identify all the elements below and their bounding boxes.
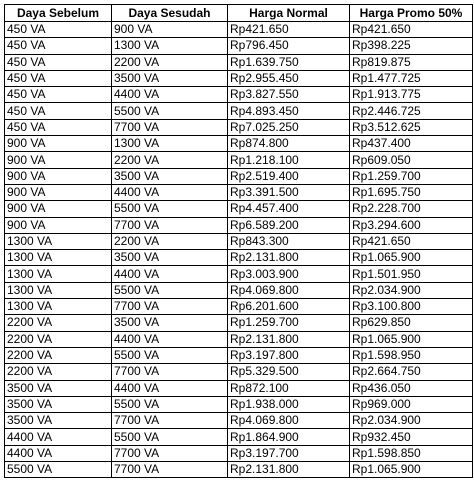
cell-harga-normal: Rp4.893.450 [228,103,350,119]
cell-daya-sebelum: 450 VA [5,54,112,70]
cell-daya-sebelum: 900 VA [5,152,112,168]
cell-harga-normal: Rp421.650 [228,22,350,38]
cell-harga-normal: Rp3.197.700 [228,445,350,461]
table-row [5,347,473,363]
table-row [5,250,473,266]
cell-harga-normal: Rp2.131.800 [228,462,350,478]
cell-daya-sesudah: 3500 VA [112,70,228,86]
cell-harga-promo: Rp421.650 [350,233,473,249]
cell-harga-normal: Rp1.639.750 [228,54,350,70]
cell-harga-promo: Rp421.650 [350,22,473,38]
table-row [5,136,473,152]
table-row [5,380,473,396]
cell-harga-normal: Rp3.003.900 [228,266,350,282]
table-row [5,331,473,347]
table-body [5,22,473,478]
table-row [5,299,473,315]
cell-daya-sebelum: 900 VA [5,168,112,184]
cell-daya-sebelum: 450 VA [5,70,112,86]
cell-daya-sebelum: 900 VA [5,136,112,152]
cell-daya-sebelum: 900 VA [5,217,112,233]
cell-harga-promo: Rp2.034.900 [350,413,473,429]
table-row [5,364,473,380]
cell-harga-promo: Rp2.228.700 [350,201,473,217]
cell-harga-promo: Rp3.100.800 [350,299,473,315]
cell-daya-sebelum: 450 VA [5,87,112,103]
header-harga-normal: Harga Normal [228,5,350,22]
table-row [5,413,473,429]
cell-daya-sebelum: 450 VA [5,119,112,135]
cell-daya-sebelum: 2200 VA [5,364,112,380]
cell-daya-sesudah: 5500 VA [112,103,228,119]
cell-harga-promo: Rp1.065.900 [350,462,473,478]
cell-harga-promo: Rp2.664.750 [350,364,473,380]
cell-harga-normal: Rp2.131.800 [228,331,350,347]
cell-harga-normal: Rp2.131.800 [228,250,350,266]
table-row [5,168,473,184]
cell-harga-promo: Rp1.259.700 [350,168,473,184]
cell-daya-sesudah: 900 VA [112,22,228,38]
cell-harga-promo: Rp398.225 [350,38,473,54]
table-row [5,282,473,298]
cell-harga-promo: Rp436.050 [350,380,473,396]
table-row [5,266,473,282]
cell-daya-sesudah: 7700 VA [112,462,228,478]
table-row [5,119,473,135]
cell-daya-sesudah: 5500 VA [112,429,228,445]
cell-harga-promo: Rp1.695.750 [350,184,473,200]
header-harga-promo: Harga Promo 50% [350,5,473,22]
header-daya-sebelum: Daya Sebelum [5,5,112,22]
cell-daya-sebelum: 4400 VA [5,429,112,445]
cell-daya-sebelum: 3500 VA [5,380,112,396]
cell-harga-normal: Rp6.201.600 [228,299,350,315]
cell-daya-sesudah: 1300 VA [112,38,228,54]
cell-harga-normal: Rp796.450 [228,38,350,54]
cell-harga-promo: Rp969.000 [350,396,473,412]
cell-harga-promo: Rp819.875 [350,54,473,70]
cell-daya-sesudah: 2200 VA [112,152,228,168]
cell-daya-sesudah: 4400 VA [112,266,228,282]
cell-harga-promo: Rp1.501.950 [350,266,473,282]
cell-daya-sebelum: 1300 VA [5,266,112,282]
cell-harga-promo: Rp1.065.900 [350,250,473,266]
cell-daya-sesudah: 5500 VA [112,396,228,412]
table-row [5,217,473,233]
table-row [5,38,473,54]
cell-harga-normal: Rp843.300 [228,233,350,249]
cell-harga-promo: Rp1.598.850 [350,445,473,461]
cell-daya-sebelum: 2200 VA [5,315,112,331]
cell-daya-sesudah: 7700 VA [112,364,228,380]
cell-daya-sesudah: 3500 VA [112,250,228,266]
cell-daya-sebelum: 1300 VA [5,233,112,249]
table-row [5,233,473,249]
cell-harga-promo: Rp629.850 [350,315,473,331]
cell-daya-sebelum: 1300 VA [5,299,112,315]
table-row [5,445,473,461]
price-table-container [4,4,472,478]
cell-daya-sesudah: 7700 VA [112,445,228,461]
cell-daya-sesudah: 7700 VA [112,217,228,233]
cell-harga-normal: Rp872.100 [228,380,350,396]
table-row [5,22,473,38]
cell-daya-sesudah: 5500 VA [112,201,228,217]
table-row [5,396,473,412]
cell-daya-sebelum: 2200 VA [5,331,112,347]
cell-daya-sesudah: 4400 VA [112,87,228,103]
table-row [5,184,473,200]
cell-harga-normal: Rp4.069.800 [228,282,350,298]
cell-harga-normal: Rp1.864.900 [228,429,350,445]
cell-daya-sebelum: 450 VA [5,38,112,54]
cell-harga-normal: Rp1.259.700 [228,315,350,331]
cell-harga-normal: Rp7.025.250 [228,119,350,135]
header-daya-sesudah: Daya Sesudah [112,5,228,22]
cell-daya-sesudah: 2200 VA [112,54,228,70]
cell-daya-sesudah: 4400 VA [112,184,228,200]
table-row [5,103,473,119]
cell-daya-sesudah: 5500 VA [112,347,228,363]
cell-harga-promo: Rp1.065.900 [350,331,473,347]
cell-daya-sebelum: 4400 VA [5,445,112,461]
cell-daya-sebelum: 5500 VA [5,462,112,478]
cell-daya-sebelum: 900 VA [5,201,112,217]
table-header [5,5,473,22]
cell-daya-sesudah: 4400 VA [112,380,228,396]
cell-harga-normal: Rp2.955.450 [228,70,350,86]
table-row [5,462,473,478]
cell-harga-normal: Rp1.218.100 [228,152,350,168]
table-row [5,54,473,70]
cell-harga-promo: Rp437.400 [350,136,473,152]
cell-daya-sesudah: 7700 VA [112,119,228,135]
table-row [5,201,473,217]
cell-harga-promo: Rp3.512.625 [350,119,473,135]
cell-daya-sebelum: 450 VA [5,103,112,119]
cell-harga-normal: Rp4.457.400 [228,201,350,217]
table-row [5,429,473,445]
cell-harga-normal: Rp5.329.500 [228,364,350,380]
cell-daya-sesudah: 3500 VA [112,315,228,331]
cell-daya-sesudah: 3500 VA [112,168,228,184]
cell-harga-normal: Rp4.069.800 [228,413,350,429]
cell-harga-normal: Rp1.938.000 [228,396,350,412]
cell-harga-promo: Rp2.446.725 [350,103,473,119]
table-row [5,87,473,103]
cell-daya-sesudah: 1300 VA [112,136,228,152]
header-row [5,5,473,22]
table-row [5,152,473,168]
cell-daya-sebelum: 3500 VA [5,396,112,412]
cell-harga-promo: Rp3.294.600 [350,217,473,233]
cell-harga-normal: Rp2.519.400 [228,168,350,184]
cell-daya-sesudah: 5500 VA [112,282,228,298]
cell-harga-promo: Rp1.913.775 [350,87,473,103]
cell-daya-sebelum: 1300 VA [5,250,112,266]
cell-harga-promo: Rp2.034.900 [350,282,473,298]
cell-harga-normal: Rp6.589.200 [228,217,350,233]
cell-daya-sebelum: 1300 VA [5,282,112,298]
cell-harga-promo: Rp1.477.725 [350,70,473,86]
cell-daya-sesudah: 4400 VA [112,331,228,347]
cell-daya-sesudah: 7700 VA [112,413,228,429]
cell-daya-sesudah: 7700 VA [112,299,228,315]
price-table [4,4,473,478]
cell-harga-normal: Rp874.800 [228,136,350,152]
table-row [5,70,473,86]
cell-daya-sebelum: 3500 VA [5,413,112,429]
table-row [5,315,473,331]
cell-harga-normal: Rp3.827.550 [228,87,350,103]
cell-harga-promo: Rp932.450 [350,429,473,445]
cell-daya-sebelum: 450 VA [5,22,112,38]
cell-harga-promo: Rp1.598.950 [350,347,473,363]
cell-harga-promo: Rp609.050 [350,152,473,168]
cell-daya-sebelum: 2200 VA [5,347,112,363]
cell-harga-normal: Rp3.391.500 [228,184,350,200]
cell-harga-normal: Rp3.197.800 [228,347,350,363]
cell-daya-sesudah: 2200 VA [112,233,228,249]
cell-daya-sebelum: 900 VA [5,184,112,200]
